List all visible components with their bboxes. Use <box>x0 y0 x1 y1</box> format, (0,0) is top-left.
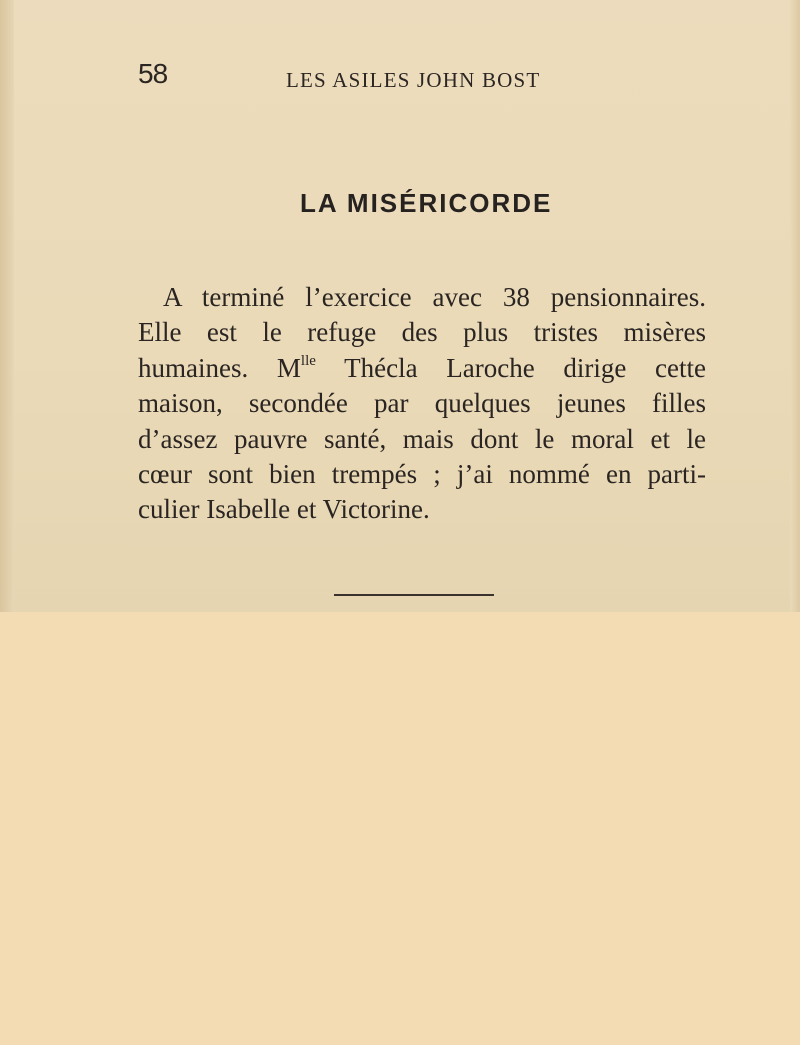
paragraph-line <box>138 351 706 386</box>
page-number: 58 <box>138 58 168 89</box>
paragraph-line: culier Isabelle et Victorine. <box>138 494 430 525</box>
paragraph-line: cœur sont bien trempés ; j’ai nommé en parti- <box>138 459 706 490</box>
section-end-rule <box>334 594 494 596</box>
paragraph-line: d’assez pauvre santé, mais dont le moral et le <box>138 423 706 454</box>
body-paragraph <box>138 280 706 528</box>
line-text: humaines. M <box>138 352 301 383</box>
paragraph-line: A terminé l’exercice avec 38 pensionnaires. <box>163 282 706 312</box>
line-text: Thécla Laroche dirige cette <box>315 352 706 383</box>
superscript-abbreviation: lle <box>300 352 316 369</box>
paragraph-line: maison, secondée par quelques jeunes filles <box>138 388 706 419</box>
paragraph-line: Elle est le refuge des plus tristes misères <box>138 317 706 348</box>
running-header: LES ASILES JOHN BOST <box>286 68 541 92</box>
section-title: LA MISÉRICORDE <box>300 188 553 218</box>
